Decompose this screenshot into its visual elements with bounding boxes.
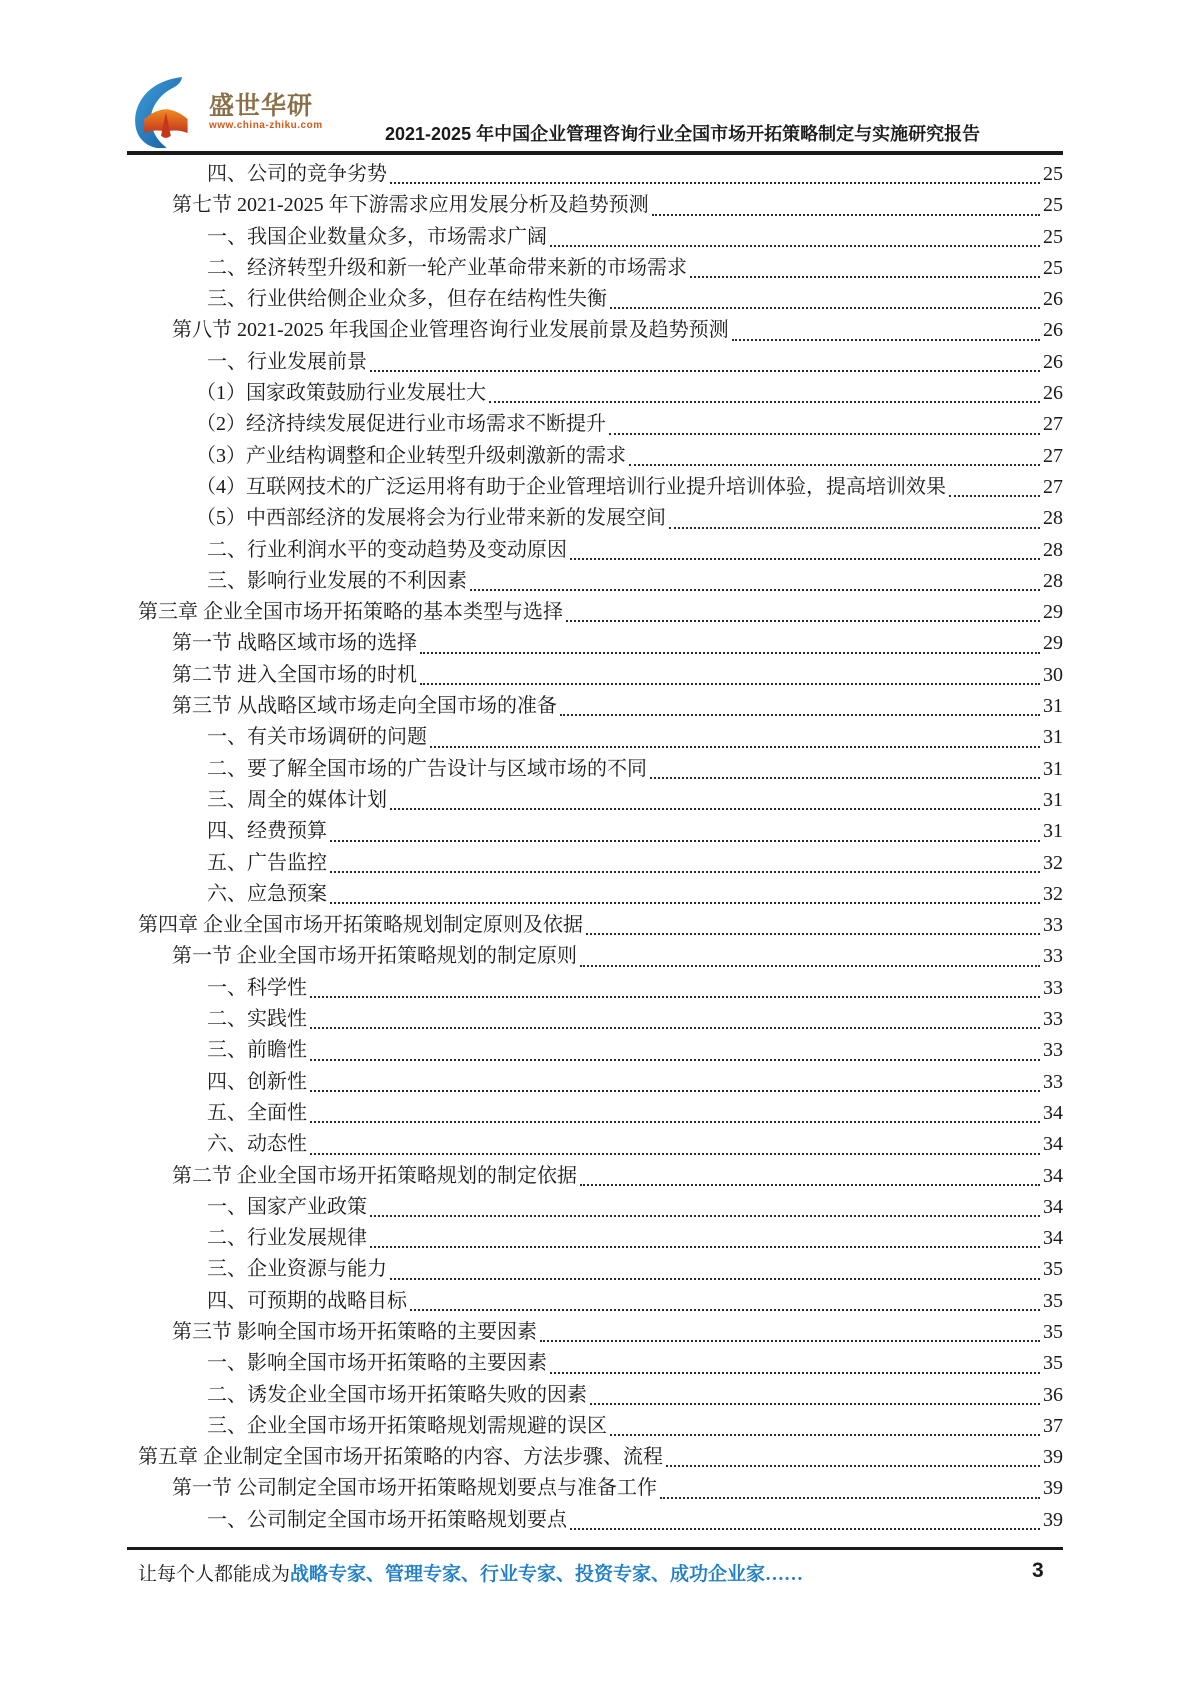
toc-page-number: 33	[1043, 1008, 1063, 1031]
toc-entry-label: 三、前瞻性	[207, 1039, 307, 1062]
toc-entry-label: 第七节 2021-2025 年下游需求应用发展分析及趋势预测	[172, 194, 649, 217]
toc-entry-label: 第三章 企业全国市场开拓策略的基本类型与选择	[138, 601, 563, 624]
toc-entry	[127, 253, 1063, 284]
toc-entry-label: 第八节 2021-2025 年我国企业管理咨询行业发展前景及趋势预测	[172, 319, 729, 342]
report-title: 2021-2025 年中国企业管理咨询行业全国市场开拓策略制定与实施研究报告	[385, 124, 981, 144]
toc-entry	[127, 1067, 1063, 1098]
toc-entry	[127, 660, 1063, 691]
toc-entry	[127, 1004, 1063, 1035]
toc-entry	[127, 347, 1063, 378]
toc-dot-leader	[590, 1380, 1040, 1405]
toc-entry	[127, 409, 1063, 440]
toc-page-number: 36	[1043, 1383, 1063, 1406]
toc-entry-label: 四、创新性	[207, 1070, 307, 1093]
toc-page-number: 33	[1043, 945, 1063, 968]
page-number: 3	[1032, 1559, 1044, 1582]
toc-page-number: 32	[1043, 882, 1063, 905]
toc-page-number: 26	[1043, 350, 1063, 373]
toc-entry-label: 一、我国企业数量众多，市场需求广阔	[207, 225, 547, 248]
toc-page-number: 39	[1043, 1508, 1063, 1531]
toc-dot-leader	[732, 315, 1040, 340]
toc-entry	[127, 1129, 1063, 1160]
toc-entry	[127, 284, 1063, 315]
toc-entry-label: 一、有关市场调研的问题	[207, 726, 427, 749]
toc-entry	[127, 1286, 1063, 1317]
footer-slogan	[138, 1561, 803, 1588]
toc-entry	[127, 848, 1063, 879]
toc-page-number: 30	[1043, 663, 1063, 686]
toc-entry	[127, 315, 1063, 346]
toc-entry-label: 第三节 从战略区域市场走向全国市场的准备	[172, 695, 557, 718]
toc-page-number: 32	[1043, 851, 1063, 874]
toc-entry-label: 六、动态性	[207, 1133, 307, 1156]
toc-entry-label: 五、全面性	[207, 1101, 307, 1124]
toc-dot-leader	[650, 754, 1040, 779]
toc-entry	[127, 1098, 1063, 1129]
toc-dot-leader	[310, 1098, 1040, 1123]
toc-entry-label: 一、公司制定全国市场开拓策略规划要点	[207, 1508, 567, 1531]
toc-page-number: 26	[1043, 288, 1063, 311]
toc-entry-label: 四、可预期的战略目标	[207, 1289, 407, 1312]
toc-dot-leader	[949, 472, 1040, 497]
toc-page-number: 28	[1043, 507, 1063, 530]
toc-list	[127, 159, 1063, 1536]
toc-entry-label: 第五章 企业制定全国市场开拓策略的内容、方法步骤、流程	[138, 1446, 663, 1469]
toc-dot-leader	[390, 159, 1040, 184]
toc-dot-leader	[652, 190, 1040, 215]
toc-entry-label: 第一节 企业全国市场开拓策略规划的制定原则	[172, 945, 577, 968]
toc-entry	[127, 1473, 1063, 1504]
toc-page-number: 27	[1043, 413, 1063, 436]
toc-page-number: 25	[1043, 163, 1063, 185]
toc-entry-label: 三、企业资源与能力	[207, 1258, 387, 1281]
toc-dot-leader	[580, 941, 1040, 966]
toc-entry	[127, 879, 1063, 910]
toc-entry	[127, 691, 1063, 722]
toc-entry-label: 一、行业发展前景	[207, 350, 367, 373]
logo	[133, 76, 323, 148]
toc-page-number: 33	[1043, 1070, 1063, 1093]
toc-page-number: 25	[1043, 256, 1063, 279]
toc-dot-leader	[410, 1286, 1040, 1311]
toc-entry	[127, 535, 1063, 566]
toc-entry	[127, 378, 1063, 409]
toc-entry	[127, 190, 1063, 221]
logo-url: www.china-zhiku.com	[209, 119, 323, 131]
toc-entry	[127, 472, 1063, 503]
toc-entry-label: 二、诱发企业全国市场开拓策略失败的因素	[207, 1383, 587, 1406]
logo-name: 盛世华研	[209, 91, 314, 120]
toc-entry-label: 二、行业利润水平的变动趋势及变动原因	[207, 538, 567, 561]
toc-dot-leader	[370, 1223, 1040, 1248]
toc-entry	[127, 159, 1063, 190]
toc-dot-leader	[570, 535, 1040, 560]
toc-entry	[127, 628, 1063, 659]
toc-dot-leader	[550, 222, 1040, 247]
toc-entry-label: 第四章 企业全国市场开拓策略规划制定原则及依据	[138, 914, 583, 937]
toc-entry-label: 三、企业全国市场开拓策略规划需规避的误区	[207, 1414, 607, 1437]
toc-entry-label: 四、经费预算	[207, 820, 327, 843]
toc-entry-label: 五、广告监控	[207, 851, 327, 874]
toc-page-number: 33	[1043, 914, 1063, 937]
toc-entry	[127, 785, 1063, 816]
toc-page-number: 31	[1043, 820, 1063, 843]
toc-page-number: 35	[1043, 1320, 1063, 1343]
toc-page-number: 35	[1043, 1258, 1063, 1281]
toc-entry	[127, 1442, 1063, 1473]
toc-entry	[127, 1223, 1063, 1254]
toc-entry-label: 三、周全的媒体计划	[207, 788, 387, 811]
toc-entry-label: 六、应急预案	[207, 882, 327, 905]
toc-entry	[127, 1254, 1063, 1285]
toc-dot-leader	[566, 597, 1040, 622]
toc-dot-leader	[629, 441, 1040, 466]
toc-dot-leader	[560, 691, 1040, 716]
toc-dot-leader	[330, 848, 1040, 873]
footer-rule	[127, 1547, 1063, 1550]
toc-page-number: 39	[1043, 1446, 1063, 1469]
toc-dot-leader	[489, 378, 1040, 403]
toc-dot-leader	[610, 1411, 1040, 1436]
toc-page-number: 31	[1043, 757, 1063, 780]
toc-dot-leader	[586, 910, 1040, 935]
toc-entry	[127, 597, 1063, 628]
toc-entry	[127, 754, 1063, 785]
toc-entry-label: 三、行业供给侧企业众多，但存在结构性失衡	[207, 288, 607, 311]
toc-page-number: 31	[1043, 695, 1063, 718]
toc-dot-leader	[310, 1129, 1040, 1154]
toc-page-number: 35	[1043, 1352, 1063, 1375]
slogan-highlight: 战略专家、管理专家、行业专家、投资专家、成功企业家……	[290, 1564, 804, 1585]
toc-page-number: 35	[1043, 1289, 1063, 1312]
toc-entry	[127, 941, 1063, 972]
toc-entry	[127, 503, 1063, 534]
toc-dot-leader	[540, 1317, 1040, 1342]
toc-dot-leader	[580, 1161, 1040, 1186]
toc-entry	[127, 1192, 1063, 1223]
slogan-prefix: 让每个人都能成为	[138, 1564, 291, 1585]
toc-dot-leader	[570, 1505, 1040, 1530]
toc-dot-leader	[420, 628, 1040, 653]
toc-dot-leader	[330, 816, 1040, 841]
toc-entry	[127, 816, 1063, 847]
toc-entry-label: 一、影响全国市场开拓策略的主要因素	[207, 1352, 547, 1375]
toc-dot-leader	[370, 347, 1040, 372]
toc-entry-label: 二、要了解全国市场的广告设计与区域市场的不同	[207, 757, 647, 780]
toc-page-number: 29	[1043, 601, 1063, 624]
toc-entry	[127, 1035, 1063, 1066]
toc-dot-leader	[390, 1254, 1040, 1279]
toc-dot-leader	[470, 566, 1040, 591]
toc-entry	[127, 566, 1063, 597]
toc-entry-label: 三、影响行业发展的不利因素	[207, 569, 467, 592]
toc-page-number: 31	[1043, 726, 1063, 749]
toc-entry-label: 四、公司的竞争劣势	[207, 163, 387, 185]
toc-entry	[127, 441, 1063, 472]
toc-page-number: 33	[1043, 976, 1063, 999]
toc-dot-leader	[310, 973, 1040, 998]
toc-dot-leader	[430, 722, 1040, 747]
toc-entry-label: （5）中西部经济的发展将会为行业带来新的发展空间	[196, 507, 666, 530]
toc-dot-leader	[666, 1442, 1040, 1467]
toc-page-number: 34	[1043, 1101, 1063, 1124]
toc-entry	[127, 1348, 1063, 1379]
toc-page-number: 25	[1043, 225, 1063, 248]
toc-entry	[127, 1505, 1063, 1536]
toc-dot-leader	[370, 1192, 1040, 1217]
toc-dot-leader	[310, 1067, 1040, 1092]
toc-entry-label: 第一节 战略区域市场的选择	[172, 632, 417, 655]
toc-dot-leader	[669, 503, 1040, 528]
toc-dot-leader	[690, 253, 1040, 278]
toc-entry	[127, 910, 1063, 941]
toc-dot-leader	[330, 879, 1040, 904]
toc-page-number: 28	[1043, 569, 1063, 592]
toc-entry-label: 二、经济转型升级和新一轮产业革命带来新的市场需求	[207, 256, 687, 279]
toc-dot-leader	[660, 1473, 1040, 1498]
toc-entry	[127, 722, 1063, 753]
toc-dot-leader	[550, 1348, 1040, 1373]
toc-entry-label: 二、行业发展规律	[207, 1227, 367, 1250]
toc-page-number: 31	[1043, 788, 1063, 811]
toc-page-number: 26	[1043, 319, 1063, 342]
toc-entry-label: （2）经济持续发展促进行业市场需求不断提升	[196, 413, 606, 436]
toc-entry-label: 一、科学性	[207, 976, 307, 999]
toc-dot-leader	[310, 1035, 1040, 1060]
toc-page-number: 37	[1043, 1414, 1063, 1437]
toc-entry-label: （1）国家政策鼓励行业发展壮大	[196, 382, 486, 405]
toc-page-number: 25	[1043, 194, 1063, 217]
logo-book-swoosh-icon	[133, 76, 203, 148]
header-rule	[127, 151, 1063, 155]
toc-entry-label: 第二节 企业全国市场开拓策略规划的制定依据	[172, 1164, 577, 1187]
toc-page-number: 34	[1043, 1195, 1063, 1218]
toc-dot-leader	[420, 660, 1040, 685]
toc-entry-label: 一、国家产业政策	[207, 1195, 367, 1218]
toc-page-number: 34	[1043, 1133, 1063, 1156]
toc-page-number: 33	[1043, 1039, 1063, 1062]
toc-page-number: 27	[1043, 444, 1063, 467]
toc-page-number: 27	[1043, 475, 1063, 498]
toc-entry-label: 第一节 公司制定全国市场开拓策略规划要点与准备工作	[172, 1477, 657, 1500]
toc-entry	[127, 1380, 1063, 1411]
toc-page-number: 29	[1043, 632, 1063, 655]
toc-dot-leader	[310, 1004, 1040, 1029]
toc-entry	[127, 973, 1063, 1004]
toc-entry-label: 第三节 影响全国市场开拓策略的主要因素	[172, 1320, 537, 1343]
toc-entry-label: 二、实践性	[207, 1008, 307, 1031]
toc-entry	[127, 1411, 1063, 1442]
toc-entry	[127, 1161, 1063, 1192]
toc-entry	[127, 222, 1063, 253]
toc-entry	[127, 1317, 1063, 1348]
toc-entry-label: （4）互联网技术的广泛运用将有助于企业管理培训行业提升培训体验，提高培训效果	[196, 475, 946, 498]
toc-entry-label: 第二节 进入全国市场的时机	[172, 663, 417, 686]
toc-dot-leader	[610, 284, 1040, 309]
toc-dot-leader	[390, 785, 1040, 810]
toc-page-number: 39	[1043, 1477, 1063, 1500]
toc-dot-leader	[609, 409, 1040, 434]
toc-page-number: 26	[1043, 382, 1063, 405]
toc-page-number: 34	[1043, 1227, 1063, 1250]
toc-entry-label: （3）产业结构调整和企业转型升级刺激新的需求	[196, 444, 626, 467]
toc-page-number: 28	[1043, 538, 1063, 561]
toc-page-number: 34	[1043, 1164, 1063, 1187]
